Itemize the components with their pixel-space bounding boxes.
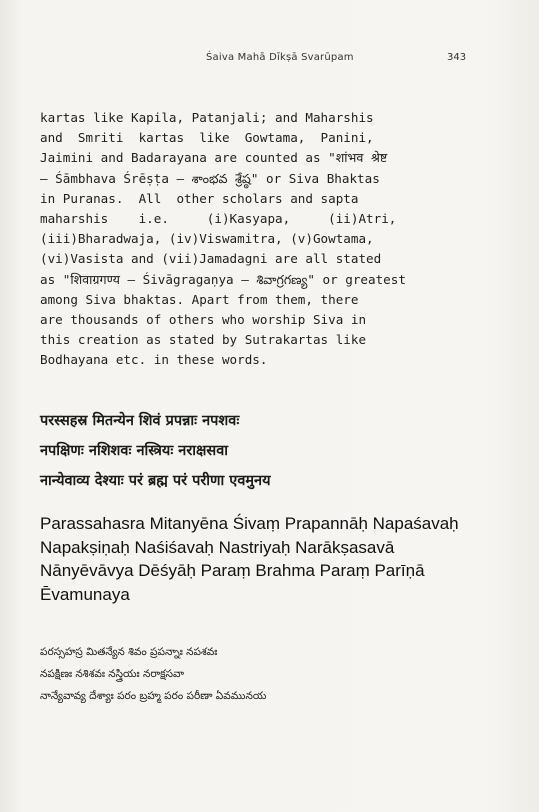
- prose-line: – Śāmbhava Śrēṣṭa – శాంభవ శ్రేష్ఠ" or Siva Bhaktas: [40, 170, 380, 186]
- transliterated-verse-line: Napakṣiṇaḥ Naśiśavaḥ Nastriyaḥ Narākṣasavā: [40, 537, 395, 557]
- telugu-verse: [40, 641, 510, 707]
- prose-line: Jaimini and Badarayana are counted as "शांभव श्रेष्ट: [40, 150, 388, 166]
- transliterated-verse-line: Parassahasra Mitanyēna Śivaṃ Prapannāḥ Napaśavaḥ: [40, 514, 459, 533]
- transliterated-verse: [40, 512, 510, 606]
- prose-line: (vi)Vasista and (vii)Jamadagni are all stated: [40, 251, 382, 267]
- transliterated-verse-line: Ēvamunaya: [40, 584, 130, 604]
- devanagari-verse-line: नपक्षिणः नशिशवः नस्त्रियः नराक्षसवा: [40, 443, 229, 459]
- prose-line: (iii)Bharadwaja, (iv)Viswamitra, (v)Gowtama,: [40, 231, 374, 247]
- prose-line: this creation as stated by Sutrakartas like: [40, 332, 367, 348]
- devanagari-verse-line: नान्येवाव्य देश्याः परं ब्रह्म परं परीणा एवमुनय: [40, 473, 271, 489]
- devanagari-verse-line: परस्सहस्र मितन्येन शिवं प्रपन्नाः नपशवः: [40, 413, 240, 429]
- telugu-verse-line: నపక్షిణః నశిశవః నస్త్రియః నరాక్షసవా: [40, 668, 185, 680]
- prose-line: among Siva bhaktas. Apart from them, there: [40, 291, 359, 307]
- page-header: [0, 52, 539, 68]
- prose-line: kartas like Kapila, Patanjali; and Maharshis: [40, 110, 374, 125]
- devanagari-verse: [40, 406, 510, 496]
- prose-line: in Puranas. All other scholars and sapta: [40, 190, 359, 206]
- running-title: Śaiva Mahā Dīkṣā Svarūpam: [206, 52, 354, 63]
- page-number: 343: [447, 52, 467, 63]
- prose-paragraph: [40, 108, 500, 370]
- prose-line: and Smriti kartas like Gowtama, Panini,: [40, 130, 374, 146]
- transliterated-verse-line: Nānyēvāvya Dēśyāḥ Paraṃ Brahma Paraṃ Parīṇā: [40, 561, 425, 580]
- telugu-verse-line: నాన్యేవావ్య దేశ్యాః పరం బ్రహ్మ పరం పరీణా ఏవమునయ: [40, 690, 267, 702]
- prose-line: are thousands of others who worship Siva in: [40, 311, 367, 327]
- prose-line: maharshis i.e. (i)Kasyapa, (ii)Atri,: [40, 210, 397, 226]
- prose-line: Bodhayana etc. in these words.: [40, 352, 268, 368]
- telugu-verse-line: పరస్సహస్ర మితన్యేన శివం ప్రపన్నాః నపశవః: [40, 646, 218, 658]
- prose-line: as "शिवाग्रगण्य – Śivāgragaṇya – శివాగ్రగణ్య" or greatest: [40, 271, 406, 287]
